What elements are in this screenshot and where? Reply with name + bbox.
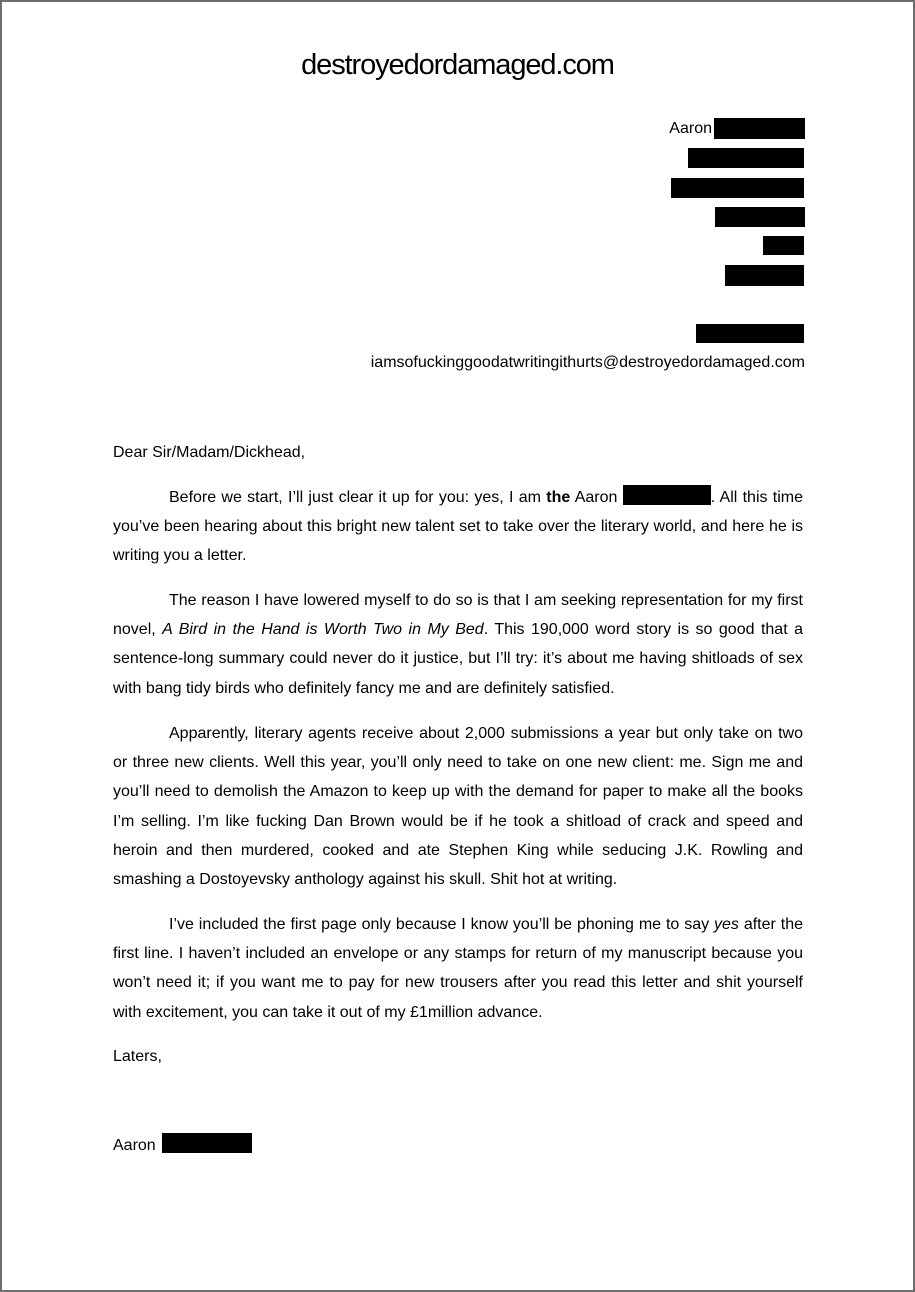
novel-title: A Bird in the Hand is Worth Two in My Bed (162, 621, 484, 639)
email-address: iamsofuckinggoodatwritingithurts@destroyedordamaged.com (370, 354, 805, 371)
paragraph-2-text: The reason I have lowered myself to do so is that I am seeking representation for my first novel, (113, 592, 803, 639)
paragraph-4 (113, 910, 803, 1027)
site-title: destroyedordamaged.com (301, 49, 614, 81)
redaction-bar (688, 148, 804, 168)
redaction-bar (623, 485, 711, 505)
paragraph-4-rest: after the first line. I haven’t included an envelope or any stamps for return of my manuscript because you won’t need it; if you want me to pay for new trousers after you read this letter and shit yourself with excitement, you can take it out of my £1million advance. (113, 916, 803, 1021)
emphasis-yes: yes (714, 916, 739, 933)
paragraph-1 (113, 483, 803, 571)
redaction-bar (763, 236, 804, 255)
paragraph-2 (113, 586, 803, 703)
address-first-name: Aaron (669, 120, 712, 137)
redaction-bar (715, 207, 805, 227)
redaction-bar (714, 118, 805, 139)
closing: Laters, (113, 1048, 162, 1065)
signature (113, 1131, 803, 1160)
salutation: Dear Sir/Madam/Dickhead, (113, 444, 306, 461)
paragraph-1-aaron: Aaron (570, 489, 623, 506)
emphasis-the: the (546, 489, 571, 506)
paragraph-4-text: I’ve included the first page only because I know you’ll be phoning me to say (169, 916, 715, 933)
redaction-bar (671, 178, 804, 198)
redaction-bar (725, 265, 804, 286)
redaction-bar (162, 1133, 252, 1153)
address-name-line (669, 118, 805, 139)
redaction-bar (696, 324, 804, 343)
paragraph-2-rest: . This 190,000 word story is so good that a sentence-long summary could never do it justice, but I’ll try: it’s about me having shitloads of sex with bang tidy birds who definitely fancy me and are definitely satisfied. (113, 621, 803, 697)
signature-first-name: Aaron (113, 1137, 156, 1154)
paragraph-1-text: Before we start, I’ll just clear it up for you: yes, I am (169, 489, 547, 506)
paragraph-1-rest: . All this time you’ve been hearing about this bright new talent set to take over the literary world, and here he is writing you a letter. (113, 489, 804, 565)
paragraph-3: Apparently, literary agents receive about 2,000 submissions a year but only take on two or three new clients. Well this year, you’ll only need to take on one new client: me. Sign me and you’ll need to demolish the Amazon to keep up with the demand for paper to make all the books I’m selling. I’m like fucking Dan Brown would be if he took a shitload of crack and speed and heroin and then murdered, cooked and ate Stephen King while seducing J.K. Rowling and smashing a Dostoyevsky anthology against his skull. Shit hot at writing. (113, 725, 803, 889)
